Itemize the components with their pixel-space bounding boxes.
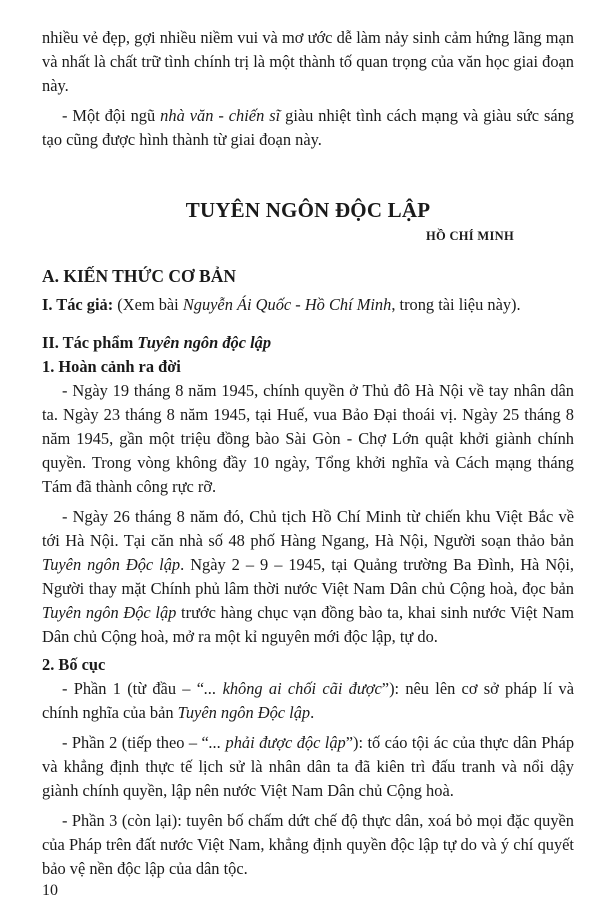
intro-paragraph-1: nhiều vẻ đẹp, gợi nhiều niềm vui và mơ ước dễ làm nảy sinh cảm hứng lãng mạn và nhất là chất trữ tình chính trị là một thành tố quan trọng của văn học giai đoạn này. xyxy=(42,28,574,95)
bo-cuc-heading: 2. Bố cục xyxy=(42,655,106,674)
intro-paragraph-2: - Một đội ngũ nhà văn - chiến sĩ giàu nhiệt tình cách mạng và giàu sức sáng tạo cũng được hình thành từ giai đoạn này. xyxy=(42,106,575,149)
hoan-canh-paragraph-1: - Ngày 19 tháng 8 năm 1945, chính quyền ở Thủ đô Hà Nội về tay nhân dân ta. Ngày 23 tháng 8 năm 1945, tại Huế, vua Bảo Đại thoái vị. Ngày 25 tháng 8 năm 1945, gần một triệu đồng bào Sài Gòn - Chợ Lớn quật khởi giành chính quyền. Trong vòng không đầy 10 ngày, Tổng khởi nghĩa và Cách mạng tháng Tám đã thành công rực rỡ. xyxy=(42,381,574,496)
hoan-canh-heading: 1. Hoàn cảnh ra đời xyxy=(42,357,181,376)
bo-cuc-paragraph-2: - Phần 2 (tiếp theo – “... phải được độc lập”): tố cáo tội ác của thực dân Pháp và khẳng định thực tế lịch sử là nhân dân ta đã kiên trì đấu tranh và nổi dậy giành chính quyền, lập nên nước Việt Nam Dân chủ Cộng hoà. xyxy=(42,733,575,800)
page-number: 10 xyxy=(42,882,58,899)
hoan-canh-paragraph-2: - Ngày 26 tháng 8 năm đó, Chủ tịch Hồ Chí Minh từ chiến khu Việt Bắc về tới Hà Nội. Tại căn nhà số 48 phố Hàng Ngang, Hà Nội, Người soạn thảo bản Tuyên ngôn Độc lập. Ngày 2 – 9 – 1945, tại Quảng trường Ba Đình, Hà Nội, Người thay mặt Chính phủ lâm thời nước Việt Nam Dân chủ Cộng hoà, đọc bản Tuyên ngôn Độc lập trước hàng chục vạn đồng bào ta, khai sinh nước Việt Nam Dân chủ Cộng hoà, mở ra một kỉ nguyên mới độc lập, tự do. xyxy=(42,507,574,646)
bo-cuc-paragraph-1: - Phần 1 (từ đầu – “... không ai chối cãi được”): nêu lên cơ sở pháp lí và chính nghĩa của bản Tuyên ngôn Độc lập. xyxy=(42,679,574,722)
section-a-heading: A. KIẾN THỨC CƠ BẢN xyxy=(42,266,236,286)
author-name: HỒ CHÍ MINH xyxy=(425,229,514,243)
document-title: TUYÊN NGÔN ĐỘC LẬP xyxy=(185,198,431,222)
bo-cuc-paragraph-3: - Phần 3 (còn lại): tuyên bố chấm dứt chế độ thực dân, xoá bỏ mọi đặc quyền của Pháp trên đất nước Việt Nam, khẳng định quyền độc lập tự do và ý chí quyết bảo vệ nền độc lập của dân tộc. xyxy=(42,811,574,878)
document-page xyxy=(42,26,574,881)
tac-gia-line: I. Tác giả: (Xem bài Nguyễn Ái Quốc - Hồ Chí Minh, trong tài liệu này). xyxy=(42,295,521,314)
tac-pham-heading: II. Tác phẩm Tuyên ngôn độc lập xyxy=(42,333,272,352)
